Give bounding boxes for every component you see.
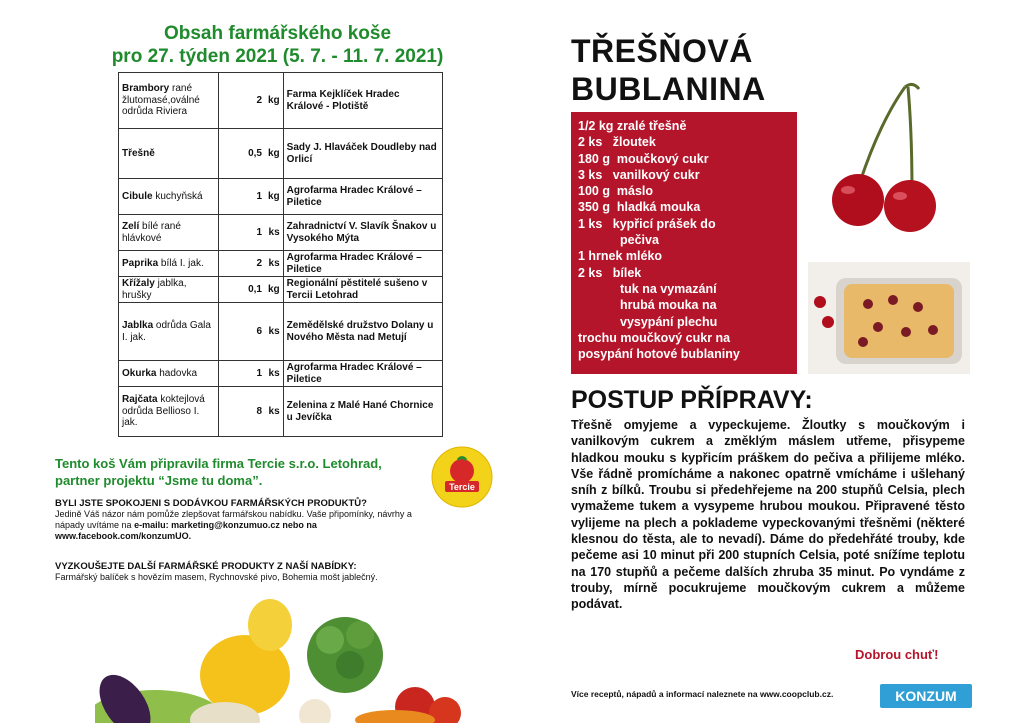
ingredient-item: 2 ks žloutek (578, 135, 656, 150)
item-desc: odrůda Gala I. jak. (122, 320, 211, 343)
clafoutis-image (808, 262, 970, 374)
ingredient-item: pečiva (620, 233, 659, 248)
item-cell (119, 129, 219, 179)
ingredients-box (571, 112, 797, 374)
item-cell (119, 215, 219, 251)
item-name: Třešně (122, 147, 155, 159)
method-text: Třešně omyjeme a vypeckujeme. Žloutky s moučkovým i vanilkovým cukrem a změklým máslem utřeme, přisypeme hladkou mouku s kypřicím práškem do pečiva a přilijeme mléko. Vše řádně promícháme a nakonec opatrně vmícháme i ušlehaný sníh z bílků. Troubu si předehřejeme na 200 stupňů Celsia, plech vymažeme tukem a vysypeme hrubou moukou. Připravené těsto vylijeme na plech a poklademe vypeckovanými třešněmi (některé klesnou do těsta, ale to nevadí). Dáme do předehřáté trouby, kde pečeme asi 10 minut při 200 stupních Celsia, poté snížíme teplotu na 170 stupňů a pečeme dalších zhruba 35 minut. Po vyndáme z trouby, mírně pocukrujeme moučkovým cukrem a můžeme podávat. (571, 418, 965, 612)
item-name: Křížaly (122, 278, 155, 289)
unit-cell: kg (265, 73, 283, 129)
ingredient-item: 100 g máslo (578, 184, 654, 199)
quantity-cell: 0,5 (219, 129, 266, 179)
method-title: POSTUP PŘÍPRAVY: (571, 386, 813, 414)
produce-table (118, 72, 443, 437)
recipe-title-line2: BUBLANINA (571, 71, 766, 107)
item-cell (119, 303, 219, 361)
cherries-image (820, 82, 950, 232)
try-section (55, 561, 475, 583)
tercie-logo-text: Tercie (449, 482, 475, 492)
source-cell: Zemědělské družstvo Dolany u Nového Města nad Metují (283, 303, 442, 361)
quantity-cell: 6 (219, 303, 266, 361)
item-name: Zelí (122, 221, 140, 232)
ingredient-item: hrubá mouka na (620, 298, 717, 313)
item-cell (119, 73, 219, 129)
unit-cell: ks (265, 215, 283, 251)
item-desc: hadovka (159, 367, 198, 379)
table-row (119, 303, 443, 361)
basket-title-line2: pro 27. týden 2021 (5. 7. - 11. 7. 2021) (111, 46, 444, 67)
quantity-cell: 1 (219, 179, 266, 215)
feedback-email[interactable]: e-mailu: marketing@konzumuo.cz nebo na www.facebook.com/konzumUO. (55, 520, 317, 541)
feedback-section (55, 498, 420, 542)
try-text: Farmářský balíček s hovězím masem, Rychnovské pivo, Bohemia mošt jablečný. (55, 572, 378, 582)
quantity-cell: 0,1 (219, 277, 266, 303)
footer-text: Více receptů, nápadů a informací naleznete na www.coopclub.cz. (571, 689, 834, 699)
item-name: Cibule (122, 190, 153, 202)
unit-cell: ks (265, 387, 283, 437)
unit-cell: kg (265, 277, 283, 303)
ingredient-item: 1 ks kypřicí prášek do (578, 216, 716, 231)
ingredient-item: 180 g moučkový cukr (578, 151, 709, 166)
basket-title-line1: Obsah farmářského koše (163, 23, 392, 44)
table-row (119, 215, 443, 251)
item-name: Jablka (122, 320, 154, 331)
ingredient-item: 1/2 kg zralé třešně (578, 119, 687, 133)
item-name: Paprika (122, 257, 159, 269)
ingredient-item: vysypání plechu (620, 314, 718, 329)
table-row (119, 387, 443, 437)
item-cell (119, 179, 219, 215)
ingredient-item: 2 ks bílek (578, 265, 642, 280)
table-row (119, 73, 443, 129)
source-cell: Zahradnictví V. Slavík Šnakov u Vysokého Mýta (283, 215, 442, 251)
ingredient-item: 3 ks vanilkový cukr (578, 167, 700, 182)
item-name: Rajčata (122, 394, 158, 406)
quantity-cell: 2 (219, 73, 266, 129)
quantity-cell: 2 (219, 251, 266, 277)
konzum-logo: KONZUM (880, 684, 972, 708)
item-desc: kuchyňská (155, 190, 203, 202)
source-cell: Agrofarma Hradec Králové – Piletice (283, 251, 442, 277)
unit-cell: kg (265, 179, 283, 215)
item-cell (119, 251, 219, 277)
unit-cell: kg (265, 129, 283, 179)
item-name: Okurka (122, 367, 157, 379)
item-cell (119, 277, 219, 303)
ingredient-item: 350 g hladká mouka (578, 200, 701, 215)
tercie-note: Tento koš Vám připravila firma Tercie s.r.o. Letohrad, partner projektu “Jsme tu doma”. (55, 456, 382, 488)
item-cell (119, 361, 219, 387)
basket-title (40, 22, 515, 68)
item-desc: koktejlová odrůda Bellioso I. jak. (122, 394, 205, 429)
feedback-body: Jedině Váš názor nám pomůže zlepšovat farmářskou nabídku. Vaše připomínky, návrhy a nápady uvítáme na (55, 509, 412, 530)
ingredient-item: 1 hrnek mléko (578, 249, 663, 264)
vegetables-image (95, 595, 515, 723)
recipe-title-line1: TŘEŠŇOVÁ (571, 33, 753, 69)
ingredient-item: trochu moučkový cukr na (578, 330, 731, 345)
try-heading: VYZKOUŠEJTE DALŠÍ FARMÁŘSKÉ PRODUKTY Z NAŠÍ NABÍDKY: (55, 561, 357, 572)
source-cell: Zelenina z Malé Hané Chornice u Jevíčka (283, 387, 442, 437)
unit-cell: ks (265, 303, 283, 361)
table-row (119, 179, 443, 215)
feedback-heading: BYLI JSTE SPOKOJENI S DODÁVKOU FARMÁŘSKÝCH PRODUKTŮ? (55, 498, 367, 509)
table-row (119, 277, 443, 303)
table-row (119, 251, 443, 277)
item-desc: rané žlutomasé,oválné odrůda Riviera (122, 83, 200, 118)
item-name: Brambory (122, 83, 170, 95)
item-desc: jablka, hrušky (122, 278, 187, 301)
item-cell (119, 387, 219, 437)
table-row (119, 361, 443, 387)
unit-cell: ks (265, 361, 283, 387)
closing-text: Dobrou chuť! (855, 647, 939, 662)
recipe-title (571, 32, 766, 108)
item-desc: bílé rané hlávkové (122, 221, 181, 244)
table-row (119, 129, 443, 179)
tercie-logo (430, 445, 494, 509)
ingredient-item: tuk na vymazání (620, 281, 717, 296)
quantity-cell: 1 (219, 215, 266, 251)
quantity-cell: 8 (219, 387, 266, 437)
source-cell: Sady J. Hlaváček Doudleby nad Orlicí (283, 129, 442, 179)
unit-cell: ks (265, 251, 283, 277)
item-desc: bílá I. jak. (160, 257, 204, 269)
source-cell: Regionální pěstitelé sušeno v Tercii Letohrad (283, 277, 442, 303)
source-cell: Agrofarma Hradec Králové – Piletice (283, 361, 442, 387)
feedback-text (55, 509, 420, 542)
source-cell: Agrofarma Hradec Králové – Piletice (283, 179, 442, 215)
ingredient-item: posypání hotové bublaniny (578, 347, 740, 362)
quantity-cell: 1 (219, 361, 266, 387)
source-cell: Farma Kejklíček Hradec Králové - Plotiště (283, 73, 442, 129)
